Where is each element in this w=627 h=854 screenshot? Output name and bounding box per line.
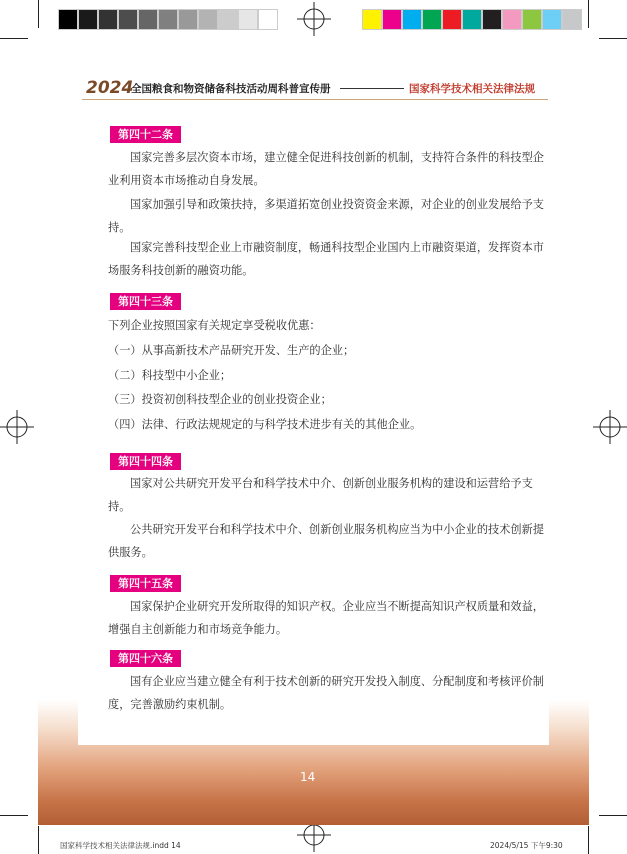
color-swatch bbox=[562, 9, 582, 30]
article-paragraph: 国家完善科技型企业上市融资制度，畅通科技型企业国内上市融资渠道，发挥资本市场服务科技创新的融资功能。 bbox=[108, 241, 544, 277]
article-heading: 第四十二条 bbox=[110, 126, 181, 143]
color-swatch bbox=[542, 9, 562, 30]
registration-mark-left-icon bbox=[0, 410, 34, 444]
header-right-title: 国家科学技术相关法律法规 bbox=[409, 83, 535, 95]
crop-mark bbox=[0, 38, 28, 39]
color-swatch bbox=[138, 9, 158, 30]
crop-mark bbox=[38, 0, 39, 28]
color-swatch bbox=[158, 9, 178, 30]
article-heading: 第四十五条 bbox=[110, 575, 181, 592]
list-item: （一）从事高新技术产品研究开发、生产的企业； bbox=[108, 344, 355, 357]
article-paragraph: 国家对公共研究开发平台和科学技术中介、创新创业服务机构的建设和运营给予支持。 bbox=[108, 477, 533, 513]
page-number: 14 bbox=[300, 770, 316, 784]
crop-mark bbox=[0, 815, 28, 816]
color-swatch bbox=[178, 9, 198, 30]
color-swatch bbox=[58, 9, 78, 30]
file-slug: 国家科学技术相关法律法规.indd 14 bbox=[60, 841, 181, 850]
header-left-title: 全国粮食和物资储备科技活动周科普宣传册 bbox=[131, 83, 331, 95]
color-swatch bbox=[238, 9, 258, 30]
color-swatch bbox=[442, 9, 462, 30]
list-item: （三）投资初创科技型企业的创业投资企业； bbox=[108, 393, 332, 406]
color-swatch bbox=[98, 9, 118, 30]
list-item: （四）法律、行政法规规定的与科学技术进步有关的其他企业。 bbox=[108, 418, 422, 431]
article-paragraph: 国家加强引导和政策扶持，多渠道拓宽创业投资资金来源，对企业的创业发展给予支持。 bbox=[108, 198, 544, 234]
article-paragraph: 公共研究开发平台和科学技术中介、创新创业服务机构应当为中小企业的技术创新提供服务。 bbox=[108, 523, 544, 559]
color-swatch bbox=[118, 9, 138, 30]
crop-mark bbox=[588, 0, 589, 28]
color-swatch bbox=[402, 9, 422, 30]
crop-mark bbox=[588, 826, 589, 854]
list-item: （二）科技型中小企业； bbox=[108, 369, 232, 382]
color-swatch bbox=[462, 9, 482, 30]
color-swatch bbox=[422, 9, 442, 30]
article-heading: 第四十六条 bbox=[110, 650, 181, 667]
color-swatch bbox=[258, 9, 278, 30]
color-swatch bbox=[502, 9, 522, 30]
color-swatch bbox=[522, 9, 542, 30]
article-paragraph: 国家保护企业研究开发所取得的知识产权。企业应当不断提高知识产权质量和效益，增强自主创新能力和市场竞争能力。 bbox=[108, 600, 544, 636]
color-swatch bbox=[482, 9, 502, 30]
header-year: 2024 bbox=[86, 78, 134, 98]
color-swatch bbox=[78, 9, 98, 30]
header-underline bbox=[82, 99, 548, 100]
article-intro: 下列企业按照国家有关规定享受税收优惠： bbox=[108, 319, 321, 332]
crop-mark bbox=[599, 38, 627, 39]
article-paragraph: 国有企业应当建立健全有利于技术创新的研究开发投入制度、分配制度和考核评价制度，完善激励约束机制。 bbox=[108, 675, 544, 711]
date-slug: 2024/5/15 下午9:30 bbox=[490, 841, 563, 850]
crop-mark bbox=[38, 826, 39, 854]
article-heading: 第四十四条 bbox=[110, 453, 181, 470]
header-divider bbox=[340, 88, 404, 89]
color-swatch bbox=[362, 9, 382, 30]
crop-mark bbox=[599, 815, 627, 816]
article-heading: 第四十三条 bbox=[110, 293, 181, 310]
color-swatch bbox=[198, 9, 218, 30]
color-swatch bbox=[218, 9, 238, 30]
cmyk-color-bar bbox=[362, 9, 582, 28]
article-paragraph: 国家完善多层次资本市场，建立健全促进科技创新的机制，支持符合条件的科技型企业利用资本市场推动自身发展。 bbox=[108, 151, 544, 187]
gray-color-bar bbox=[58, 9, 278, 28]
registration-mark-top-icon bbox=[297, 2, 331, 36]
color-swatch bbox=[382, 9, 402, 30]
registration-mark-right-icon bbox=[593, 410, 627, 444]
